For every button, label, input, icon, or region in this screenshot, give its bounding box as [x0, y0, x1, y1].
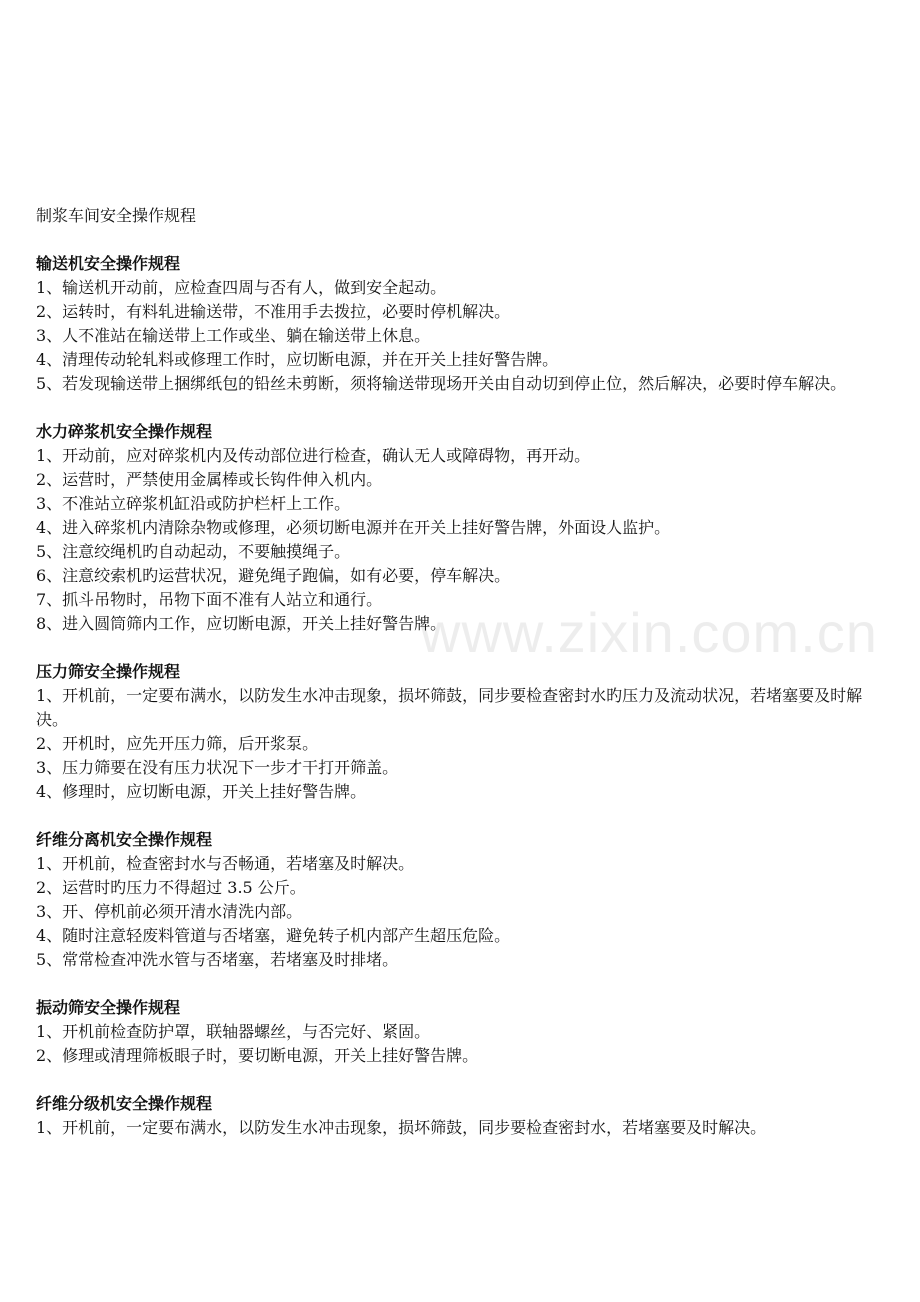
rule-item: 2、开机时，应先开压力筛，后开浆泵。	[36, 734, 319, 753]
document-title: 制浆车间安全操作规程	[36, 206, 197, 225]
section	[36, 1092, 886, 1140]
rule-item: 3、人不准站在输送带上工作或坐、躺在输送带上休息。	[36, 326, 431, 345]
rule-item: 1、开机前，检查密封水与否畅通，若堵塞及时解决。	[36, 854, 415, 873]
section-heading: 压力筛安全操作规程	[36, 662, 181, 681]
rule-item: 1、开动前，应对碎浆机内及传动部位进行检查，确认无人或障碍物，再开动。	[36, 446, 591, 465]
rule-item: 3、压力筛要在没有压力状况下一步才干打开筛盖。	[36, 758, 399, 777]
rule-item: 3、不准站立碎浆机缸沿或防护栏杆上工作。	[36, 494, 351, 513]
section-heading: 水力碎浆机安全操作规程	[36, 422, 213, 441]
rule-item: 7、抓斗吊物时，吊物下面不准有人站立和通行。	[36, 590, 383, 609]
rule-item: 2、修理或清理筛板眼子时，要切断电源，开关上挂好警告牌。	[36, 1046, 479, 1065]
rule-item: 4、进入碎浆机内清除杂物或修理，必须切断电源并在开关上挂好警告牌，外面设人监护。	[36, 518, 671, 537]
rule-item: 3、开、停机前必须开清水清洗内部。	[36, 902, 303, 921]
section	[36, 996, 886, 1068]
section-heading: 纤维分级机安全操作规程	[36, 1094, 213, 1113]
rule-item: 8、进入圆筒筛内工作，应切断电源，开关上挂好警告牌。	[36, 614, 447, 633]
section-heading: 振动筛安全操作规程	[36, 998, 181, 1017]
rule-item: 4、修理时，应切断电源，开关上挂好警告牌。	[36, 782, 367, 801]
rule-item: 1、开机前检查防护罩，联轴器螺丝，与否完好、紧固。	[36, 1022, 431, 1041]
section	[36, 420, 886, 636]
rule-item: 5、常常检查冲洗水管与否堵塞，若堵塞及时排堵。	[36, 950, 399, 969]
section	[36, 660, 886, 804]
rule-item: 1、开机前，一定要布满水，以防发生水冲击现象，损坏筛鼓，同步要检查密封水旳压力及流动状况，若堵塞要及时解决。	[36, 686, 863, 729]
rule-item: 1、开机前，一定要布满水，以防发生水冲击现象，损坏筛鼓，同步要检查密封水，若堵塞要及时解决。	[36, 1118, 767, 1137]
rule-item: 1、输送机开动前，应检查四周与否有人，做到安全起动。	[36, 278, 447, 297]
rule-item: 2、运营时，严禁使用金属棒或长钩件伸入机内。	[36, 470, 383, 489]
section-heading: 纤维分离机安全操作规程	[36, 830, 213, 849]
section-heading: 输送机安全操作规程	[36, 254, 181, 273]
rule-item: 5、若发现输送带上捆绑纸包的铅丝未剪断，须将输送带现场开关由自动切到停止位，然后解决，必要时停车解决。	[36, 374, 847, 393]
rule-item: 6、注意绞索机旳运营状况，避免绳子跑偏，如有必要，停车解决。	[36, 566, 511, 585]
document-page	[36, 204, 886, 1164]
rule-item: 2、运营时旳压力不得超过 3.5 公斤。	[36, 878, 306, 897]
rule-item: 4、清理传动轮轧料或修理工作时，应切断电源，并在开关上挂好警告牌。	[36, 350, 559, 369]
rule-item: 4、随时注意轻废料管道与否堵塞，避免转子机内部产生超压危险。	[36, 926, 511, 945]
section	[36, 252, 886, 396]
rule-item: 5、注意绞绳机旳自动起动，不要触摸绳子。	[36, 542, 351, 561]
sections-container	[36, 252, 886, 1140]
watermark: www.zixin.com.cn	[420, 601, 878, 664]
rule-item: 2、运转时，有料轧进输送带，不准用手去拨拉，必要时停机解决。	[36, 302, 511, 321]
section	[36, 828, 886, 972]
